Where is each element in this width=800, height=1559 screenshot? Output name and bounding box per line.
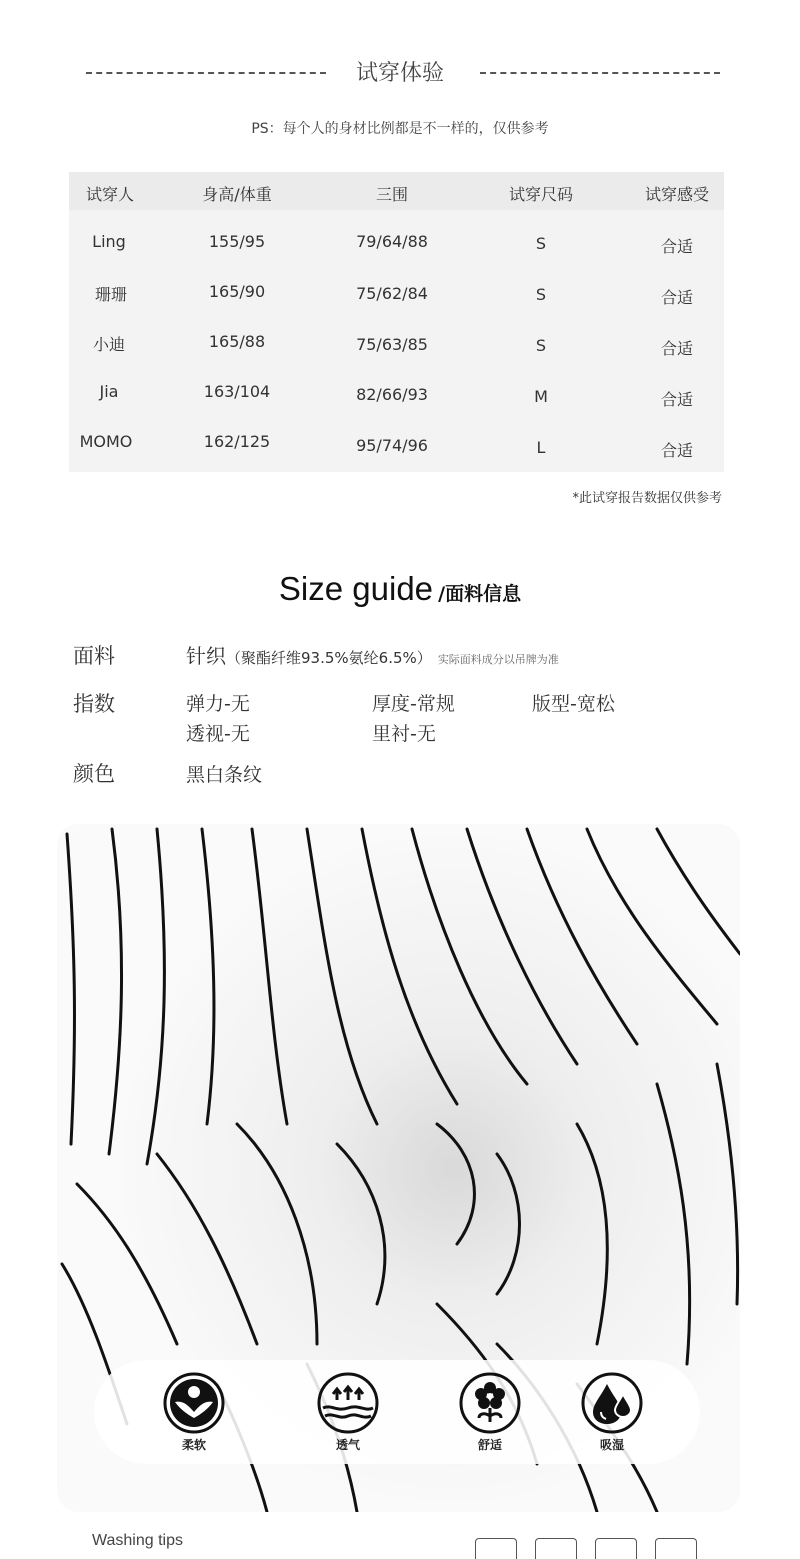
index-elasticity: 弹力-无	[186, 693, 250, 715]
feature-item	[450, 1372, 530, 1453]
cell-height-weight: 162/125	[203, 432, 271, 451]
wash-symbol-icon	[475, 1538, 517, 1559]
cell-feel: 合适	[660, 237, 693, 256]
cell-height-weight: 163/104	[203, 382, 271, 401]
size-guide-title-cn: /面料信息	[438, 583, 522, 605]
color-label: 颜色	[73, 762, 115, 786]
feature-item	[154, 1372, 234, 1453]
size-guide-title	[0, 570, 800, 608]
flower-icon	[459, 1372, 521, 1434]
trial-section-title: 试穿体验	[355, 61, 444, 86]
cotton-icon	[163, 1372, 225, 1434]
cell-tester: 珊珊	[94, 285, 127, 304]
header-size: 试穿尺码	[508, 185, 573, 204]
breathable-icon	[317, 1372, 379, 1434]
cell-feel: 合适	[660, 390, 693, 409]
feature-label: 舒适	[477, 1438, 502, 1452]
trial-table	[69, 172, 724, 472]
cell-tester: Ling	[92, 232, 126, 251]
feature-label: 透气	[335, 1438, 360, 1452]
cell-measurements: 79/64/88	[356, 232, 428, 251]
header-feel: 试穿感受	[644, 185, 709, 204]
trial-table-header	[69, 172, 724, 210]
iron-symbol-icon	[655, 1538, 697, 1559]
cell-tester: 小迪	[92, 335, 125, 354]
cell-measurements: 95/74/96	[356, 436, 428, 455]
cell-height-weight: 155/95	[208, 232, 266, 251]
size-guide-title-en: Size guide	[278, 570, 434, 607]
feature-label: 柔软	[181, 1438, 206, 1452]
cell-tester: MOMO	[79, 432, 133, 451]
index-thickness: 厚度-常规	[372, 693, 455, 715]
index-lining: 里衬-无	[372, 723, 436, 745]
index-fit: 版型-宽松	[532, 693, 615, 715]
cell-feel: 合适	[660, 339, 693, 358]
cell-measurements: 75/63/85	[356, 335, 428, 354]
cell-size: S	[535, 285, 547, 304]
water-drop-icon	[581, 1372, 643, 1434]
feature-item	[308, 1372, 388, 1453]
fabric-detail: （聚酯纤维93.5%氨纶6.5%）	[226, 649, 432, 667]
header-tester: 试穿人	[85, 185, 134, 204]
cell-feel: 合适	[660, 441, 693, 460]
header-measurements: 三围	[375, 185, 408, 204]
cell-tester: Jia	[99, 382, 119, 401]
dry-symbol-icon	[595, 1538, 637, 1559]
cell-size: M	[534, 387, 548, 406]
fabric-label: 面料	[73, 644, 115, 668]
cell-height-weight: 165/88	[208, 332, 266, 351]
fabric-value: 针织	[186, 644, 226, 668]
cell-size: L	[536, 438, 546, 457]
cell-feel: 合适	[660, 288, 693, 307]
feature-label: 吸湿	[599, 1438, 624, 1452]
header-height-weight: 身高/体重	[202, 185, 272, 204]
cell-size: S	[535, 234, 547, 253]
cell-size: S	[535, 336, 547, 355]
table-footnote: *此试穿报告数据仅供参考	[572, 491, 722, 506]
features-bar	[94, 1360, 700, 1464]
trial-note: PS：每个人的身材比例都是不一样的，仅供参考	[251, 121, 549, 137]
fabric-note: 实际面料成分以吊牌为准	[437, 653, 559, 666]
fabric-info	[186, 640, 559, 669]
index-label: 指数	[73, 692, 115, 716]
cell-measurements: 82/66/93	[356, 385, 428, 404]
feature-item	[572, 1372, 652, 1453]
washing-tips-title: Washing tips	[92, 1532, 183, 1549]
index-transparency: 透视-无	[186, 723, 250, 745]
cell-measurements: 75/62/84	[356, 284, 428, 303]
cell-height-weight: 165/90	[208, 282, 266, 301]
bleach-symbol-icon	[535, 1538, 577, 1559]
color-value: 黑白条纹	[186, 764, 263, 786]
